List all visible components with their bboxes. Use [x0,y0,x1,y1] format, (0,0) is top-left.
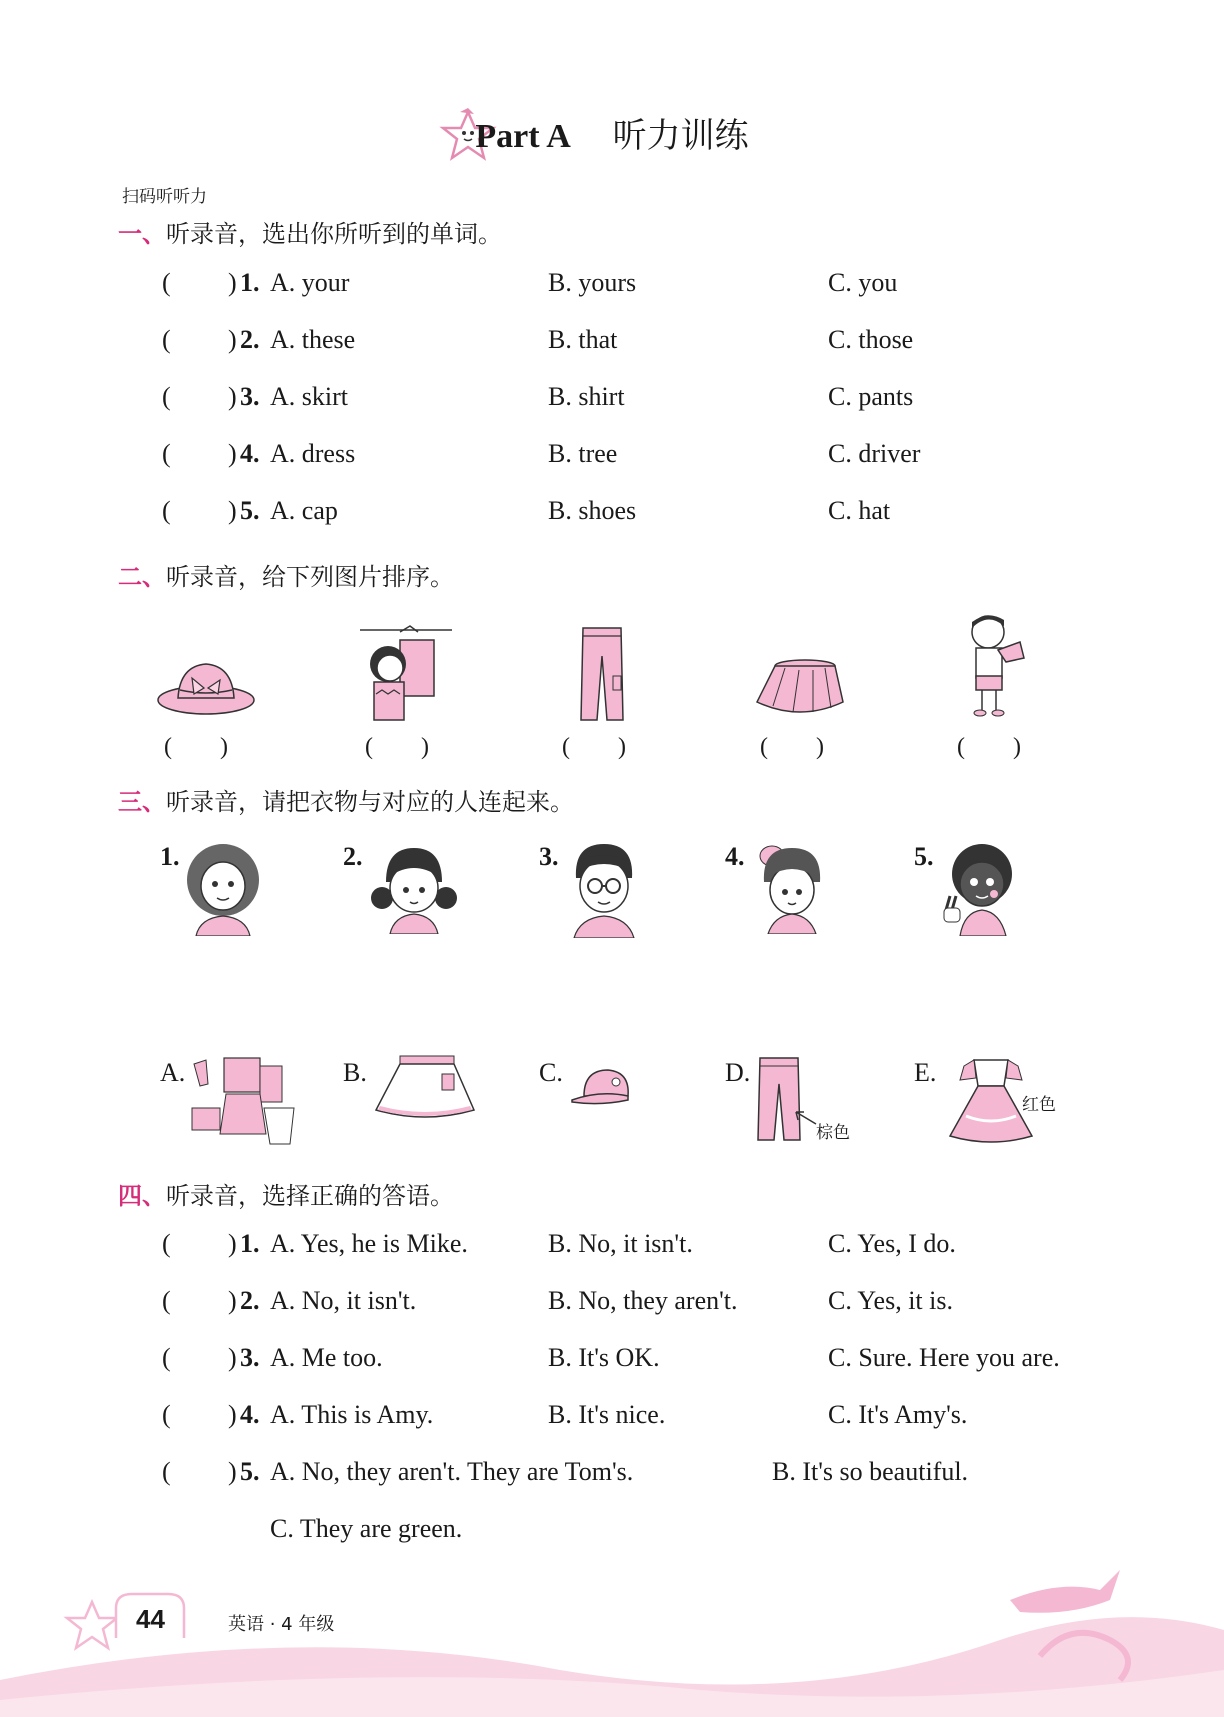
person-2-image [370,842,458,934]
answer-paren-open[interactable]: ( [162,1457,171,1486]
option-c[interactable]: C. hat [828,496,891,525]
question-number: 3. [240,1343,260,1372]
answer-paren-close: ) [228,439,237,468]
answer-paren-open[interactable]: ( [162,496,171,525]
section-3-heading [118,782,574,817]
pants-image [577,626,627,722]
option-a[interactable]: A. Me too. [270,1343,383,1372]
item-label-e: E. [914,1058,937,1087]
answer-paren-close: ) [228,325,237,354]
question-number: 5. [240,496,260,525]
order-blank-5[interactable]: ( ) [957,734,1021,760]
skirt-image [755,656,845,718]
section-text: 听录音，请把衣物与对应的人连起来。 [166,788,574,816]
question-number: 1. [240,268,260,297]
option-c[interactable]: C. Yes, it is. [828,1286,953,1315]
question-number: 5. [240,1457,260,1486]
answer-paren-close: ) [228,268,237,297]
boy-image [958,612,1030,720]
order-blank-1[interactable]: ( ) [164,734,228,760]
item-label-c: C. [539,1058,563,1087]
option-b[interactable]: B. shoes [548,496,637,525]
person-label-4: 4. [725,842,745,871]
answer-paren-close: ) [228,1343,237,1372]
pants-d-image [756,1056,802,1142]
item-label-b: B. [343,1058,367,1087]
person-label-5: 5. [914,842,934,871]
question-number: 4. [240,1400,260,1429]
option-c[interactable]: C. those [828,325,914,354]
footer-text: 英语 · 4 年级 [228,1614,335,1635]
option-b[interactable]: B. yours [548,268,637,297]
section-2-heading [118,557,454,592]
hat-image [156,652,256,724]
person-1-image [184,840,262,936]
option-b[interactable]: B. tree [548,439,618,468]
section-4-heading [118,1176,454,1211]
scan-text: 扫码听听力 [122,187,207,207]
option-b[interactable]: B. It's nice. [548,1400,666,1429]
answer-paren-close: ) [228,496,237,525]
option-a[interactable]: A. these [270,325,356,354]
answer-paren-close: ) [228,1229,237,1258]
option-a[interactable]: A. This is Amy. [270,1400,434,1429]
note-brown: 棕色 [816,1123,850,1143]
clothes-set-image [190,1054,300,1148]
person-5-image [940,840,1016,936]
person-label-1: 1. [160,842,180,871]
option-b[interactable]: B. shirt [548,382,625,411]
section-number: 四、 [118,1182,166,1210]
option-b[interactable]: B. It's OK. [548,1343,660,1372]
order-blank-2[interactable]: ( ) [365,734,429,760]
option-c[interactable]: C. Sure. Here you are. [828,1343,1060,1372]
answer-paren-open[interactable]: ( [162,1229,171,1258]
option-c[interactable]: C. It's Amy's. [828,1400,968,1429]
order-blank-3[interactable]: ( ) [562,734,626,760]
question-number: 2. [240,1286,260,1315]
cap-image [570,1066,632,1110]
section-text: 听录音，选出你所听到的单词。 [166,220,502,248]
section-text: 听录音，给下列图片排序。 [166,563,454,591]
page-title [0,108,1224,157]
option-b[interactable]: B. that [548,325,618,354]
option-c[interactable]: C. you [828,268,898,297]
answer-paren-open[interactable]: ( [162,1400,171,1429]
person-label-3: 3. [539,842,559,871]
title-en: Part A [475,118,571,155]
page-number: 44 [136,1604,165,1634]
answer-paren-close: ) [228,1457,237,1486]
answer-paren-open[interactable]: ( [162,382,171,411]
section-text: 听录音，选择正确的答语。 [166,1182,454,1210]
person-4-image [752,842,832,934]
option-b[interactable]: B. No, it isn't. [548,1229,693,1258]
option-b[interactable]: B. It's so beautiful. [772,1457,969,1486]
option-a[interactable]: A. No, it isn't. [270,1286,417,1315]
item-label-a: A. [160,1058,186,1087]
arrow-icon [792,1108,818,1128]
answer-paren-open[interactable]: ( [162,1286,171,1315]
option-c[interactable]: C. Yes, I do. [828,1229,956,1258]
answer-paren-close: ) [228,1400,237,1429]
title-zh: 听力训练 [612,116,749,156]
option-a[interactable]: A. your [270,268,350,297]
section-1-heading [118,214,502,249]
option-c[interactable]: C. pants [828,382,914,411]
item-label-d: D. [725,1058,751,1087]
girl-shirt-image [360,622,452,722]
option-c[interactable]: C. They are green. [270,1514,463,1543]
option-a[interactable]: A. Yes, he is Mike. [270,1229,468,1258]
option-a[interactable]: A. skirt [270,382,348,411]
note-red: 红色 [1022,1095,1056,1115]
option-b[interactable]: B. No, they aren't. [548,1286,738,1315]
option-c[interactable]: C. driver [828,439,921,468]
answer-paren-open[interactable]: ( [162,325,171,354]
answer-paren-open[interactable]: ( [162,1343,171,1372]
question-number: 4. [240,439,260,468]
order-blank-4[interactable]: ( ) [760,734,824,760]
person-label-2: 2. [343,842,363,871]
option-a[interactable]: A. dress [270,439,356,468]
question-number: 3. [240,382,260,411]
person-3-image [566,840,642,938]
section-number: 一、 [118,220,166,248]
skirt-b-image [372,1054,478,1120]
answer-paren-close: ) [228,382,237,411]
section-number: 三、 [118,788,166,816]
option-a[interactable]: A. No, they aren't. They are Tom's. [270,1457,634,1486]
question-number: 2. [240,325,260,354]
question-number: 1. [240,1229,260,1258]
section-number: 二、 [118,563,166,591]
option-a[interactable]: A. cap [270,496,338,525]
answer-paren-open[interactable]: ( [162,268,171,297]
answer-paren-close: ) [228,1286,237,1315]
answer-paren-open[interactable]: ( [162,439,171,468]
